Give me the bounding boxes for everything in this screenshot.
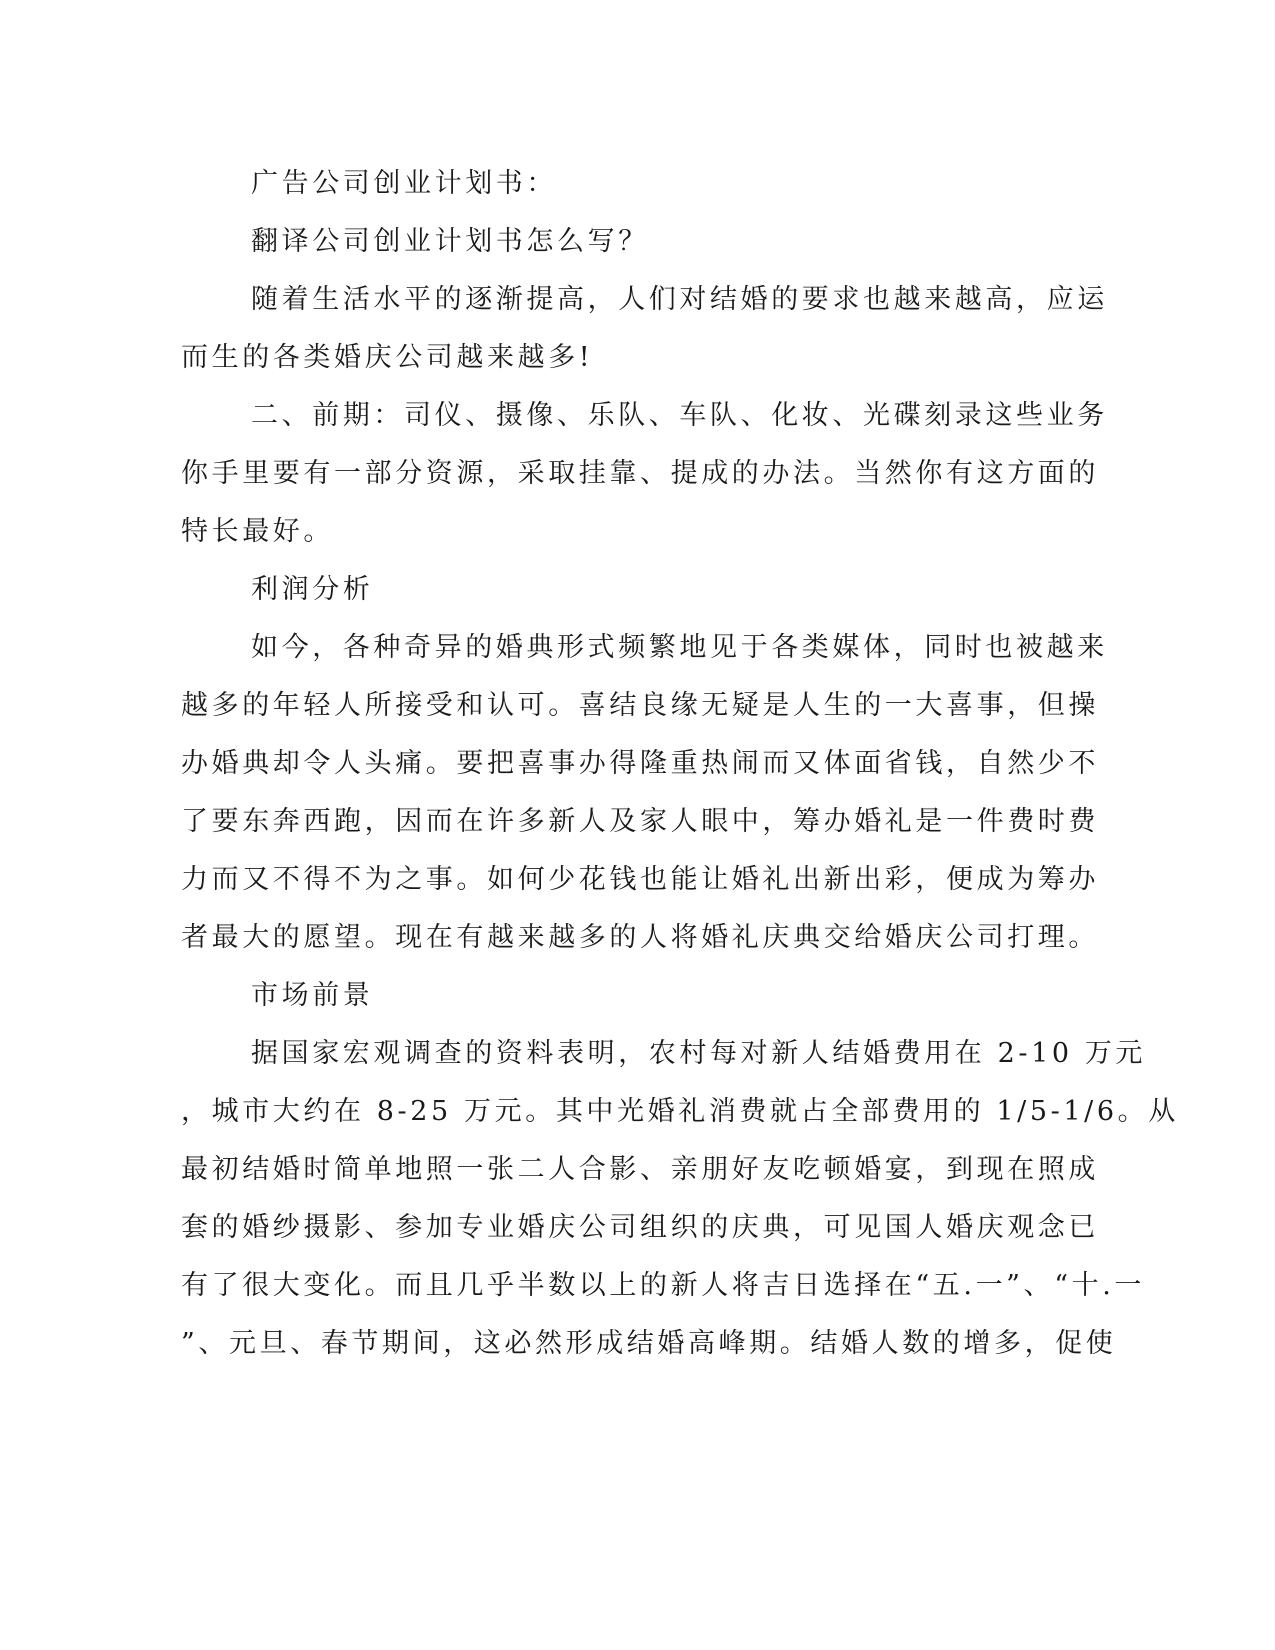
paragraph-line: 据国家宏观调查的资料表明，农村每对新人结婚费用在 2-10 万元	[251, 1038, 1147, 1069]
paragraph-line: 你手里要有一部分资源，采取挂靠、提成的办法。当然你有这方面的	[181, 458, 1099, 489]
paragraph-line: 者最大的愿望。现在有越来越多的人将婚礼庆典交给婚庆公司打理。	[181, 922, 1099, 953]
paragraph-line: ”、元旦、春节期间，这必然形成结婚高峰期。结婚人数的增多，促使	[181, 1328, 1117, 1359]
heading-advertising-plan: 广告公司创业计划书：	[251, 168, 557, 199]
paragraph-line: 二、前期：司仪、摄像、乐队、车队、化妆、光碟刻录这些业务	[251, 400, 1108, 431]
paragraph-line: 力而又不得不为之事。如何少花钱也能让婚礼出新出彩，便成为筹办	[181, 864, 1099, 895]
paragraph-line: 套的婚纱摄影、参加专业婚庆公司组织的庆典，可见国人婚庆观念已	[181, 1212, 1099, 1243]
paragraph-line: 如今，各种奇异的婚典形式频繁地见于各类媒体，同时也被越来	[251, 632, 1108, 663]
paragraph-line: 最初结婚时简单地照一张二人合影、亲朋好友吃顿婚宴，到现在照成	[181, 1154, 1099, 1185]
paragraph-line: 了要东奔西跑，因而在许多新人及家人眼中，筹办婚礼是一件费时费	[181, 806, 1099, 837]
paragraph-line: 而生的各类婚庆公司越来越多!	[181, 342, 594, 373]
paragraph-line: 随着生活水平的逐渐提高，人们对结婚的要求也越来越高，应运	[251, 284, 1108, 315]
paragraph-line: 越多的年轻人所接受和认可。喜结良缘无疑是人生的一大喜事，但操	[181, 690, 1099, 721]
paragraph-line: 办婚典却令人头痛。要把喜事办得隆重热闹而又体面省钱，自然少不	[181, 748, 1099, 779]
paragraph-line: 特长最好。	[181, 516, 334, 547]
section-heading-market-prospect: 市场前景	[251, 980, 374, 1011]
paragraph-line: 有了很大变化。而且几乎半数以上的新人将吉日选择在“五.一”、“十.一	[181, 1270, 1145, 1301]
paragraph-line: ，城市大约在 8-25 万元。其中光婚礼消费就占全部费用的 1/5-1/6。从	[181, 1096, 1179, 1127]
heading-translation-plan: 翻译公司创业计划书怎么写？	[251, 226, 649, 257]
section-heading-profit-analysis: 利润分析	[251, 574, 374, 605]
